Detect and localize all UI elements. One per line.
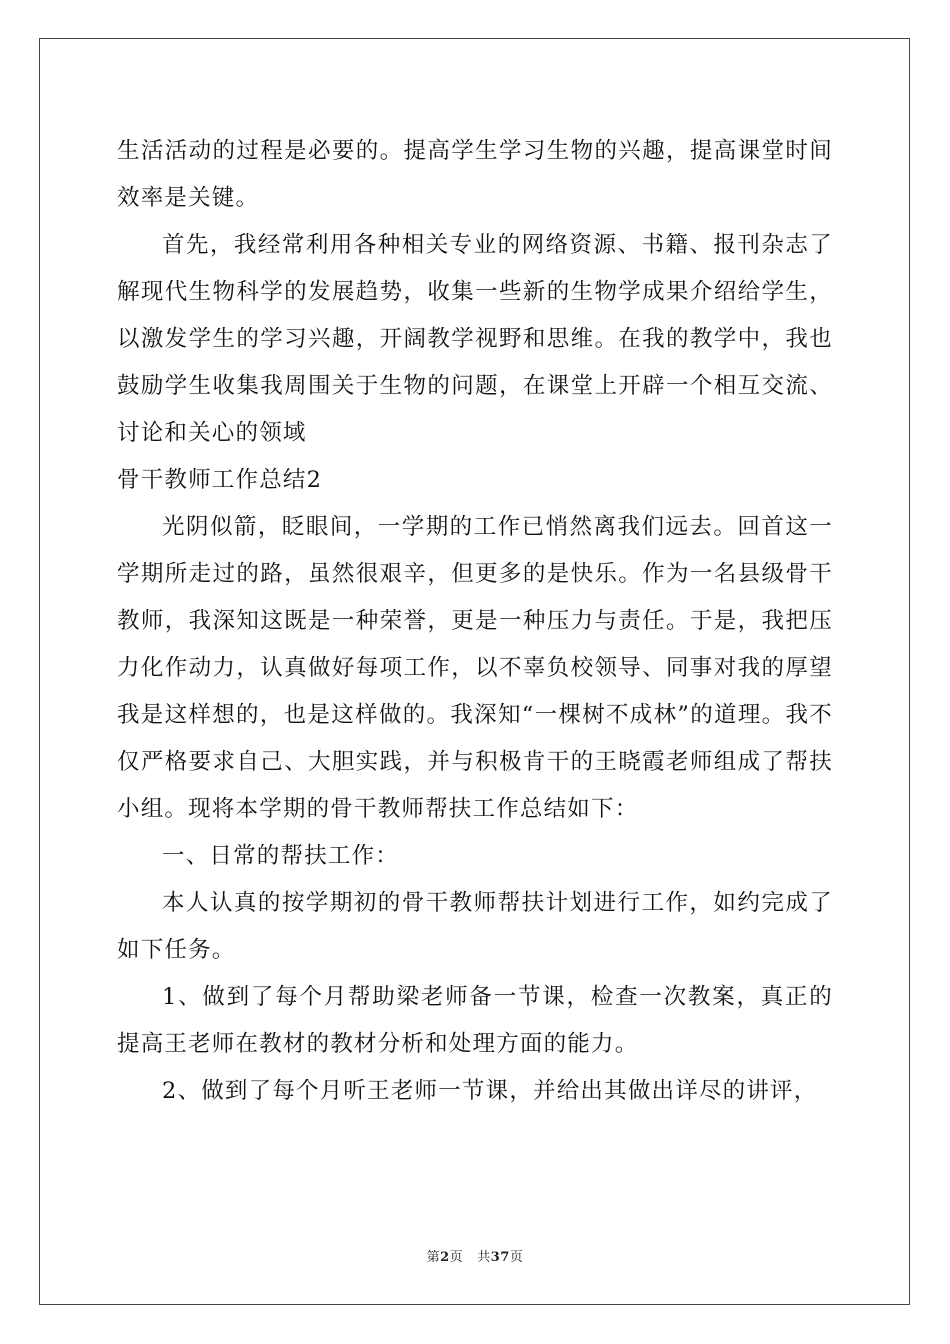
paragraph-1: 生活活动的过程是必要的。提高学生学习生物的兴趣，提高课堂时间效率是关键。 bbox=[117, 138, 833, 211]
section-heading: 骨干教师工作总结2 bbox=[117, 467, 323, 493]
paragraph-7: 2、做到了每个月听王老师一节课，并给出其做出详尽的讲评， bbox=[162, 1078, 818, 1104]
paragraph-3: 光阴似箭，眨眼间，一学期的工作已悄然离我们远去。回首这一学期所走过的路，虽然很艰辛，但更多的是快乐。作为一名县级骨干教师，我深知这既是一种荣誉，更是一种压力与责任。于是，我把压力化作动力，认真做好每项工作，以不辜负校领导、同事对我的厚望我是这样想的，也是这样做的。我深知“一棵树不成林”的道理。我不仅严格要求自己、大胆实践，并与积极肯干的王晓霞老师组成了帮扶小组。现将本学期的骨干教师帮扶工作总结如下： bbox=[117, 514, 833, 822]
paragraph-5: 本人认真的按学期初的骨干教师帮扶计划进行工作，如约完成了如下任务。 bbox=[117, 890, 833, 963]
page-footer bbox=[0, 1246, 950, 1265]
document-body bbox=[117, 128, 833, 1115]
paragraph-2: 首先，我经常利用各种相关专业的网络资源、书籍、报刊杂志了解现代生物科学的发展趋势，收集一些新的生物学成果介绍给学生，以激发学生的学习兴趣，开阔教学视野和思维。在我的教学中，我也鼓励学生收集我周围关于生物的问题，在课堂上开辟一个相互交流、讨论和关心的领域 bbox=[117, 232, 833, 446]
total-suffix: 页 bbox=[509, 1250, 524, 1265]
page-prefix: 第 bbox=[426, 1250, 441, 1265]
page-number: 2 bbox=[440, 1250, 450, 1265]
paragraph-4: 一、日常的帮扶工作： bbox=[162, 843, 400, 869]
page-suffix: 页 bbox=[449, 1250, 464, 1265]
total-pages: 37 bbox=[490, 1250, 510, 1265]
paragraph-6: 1、做到了每个月帮助梁老师备一节课，检查一次教案，真正的提高王老师在教材的教材分析和处理方面的能力。 bbox=[117, 984, 833, 1057]
total-prefix: 共 bbox=[477, 1250, 491, 1265]
